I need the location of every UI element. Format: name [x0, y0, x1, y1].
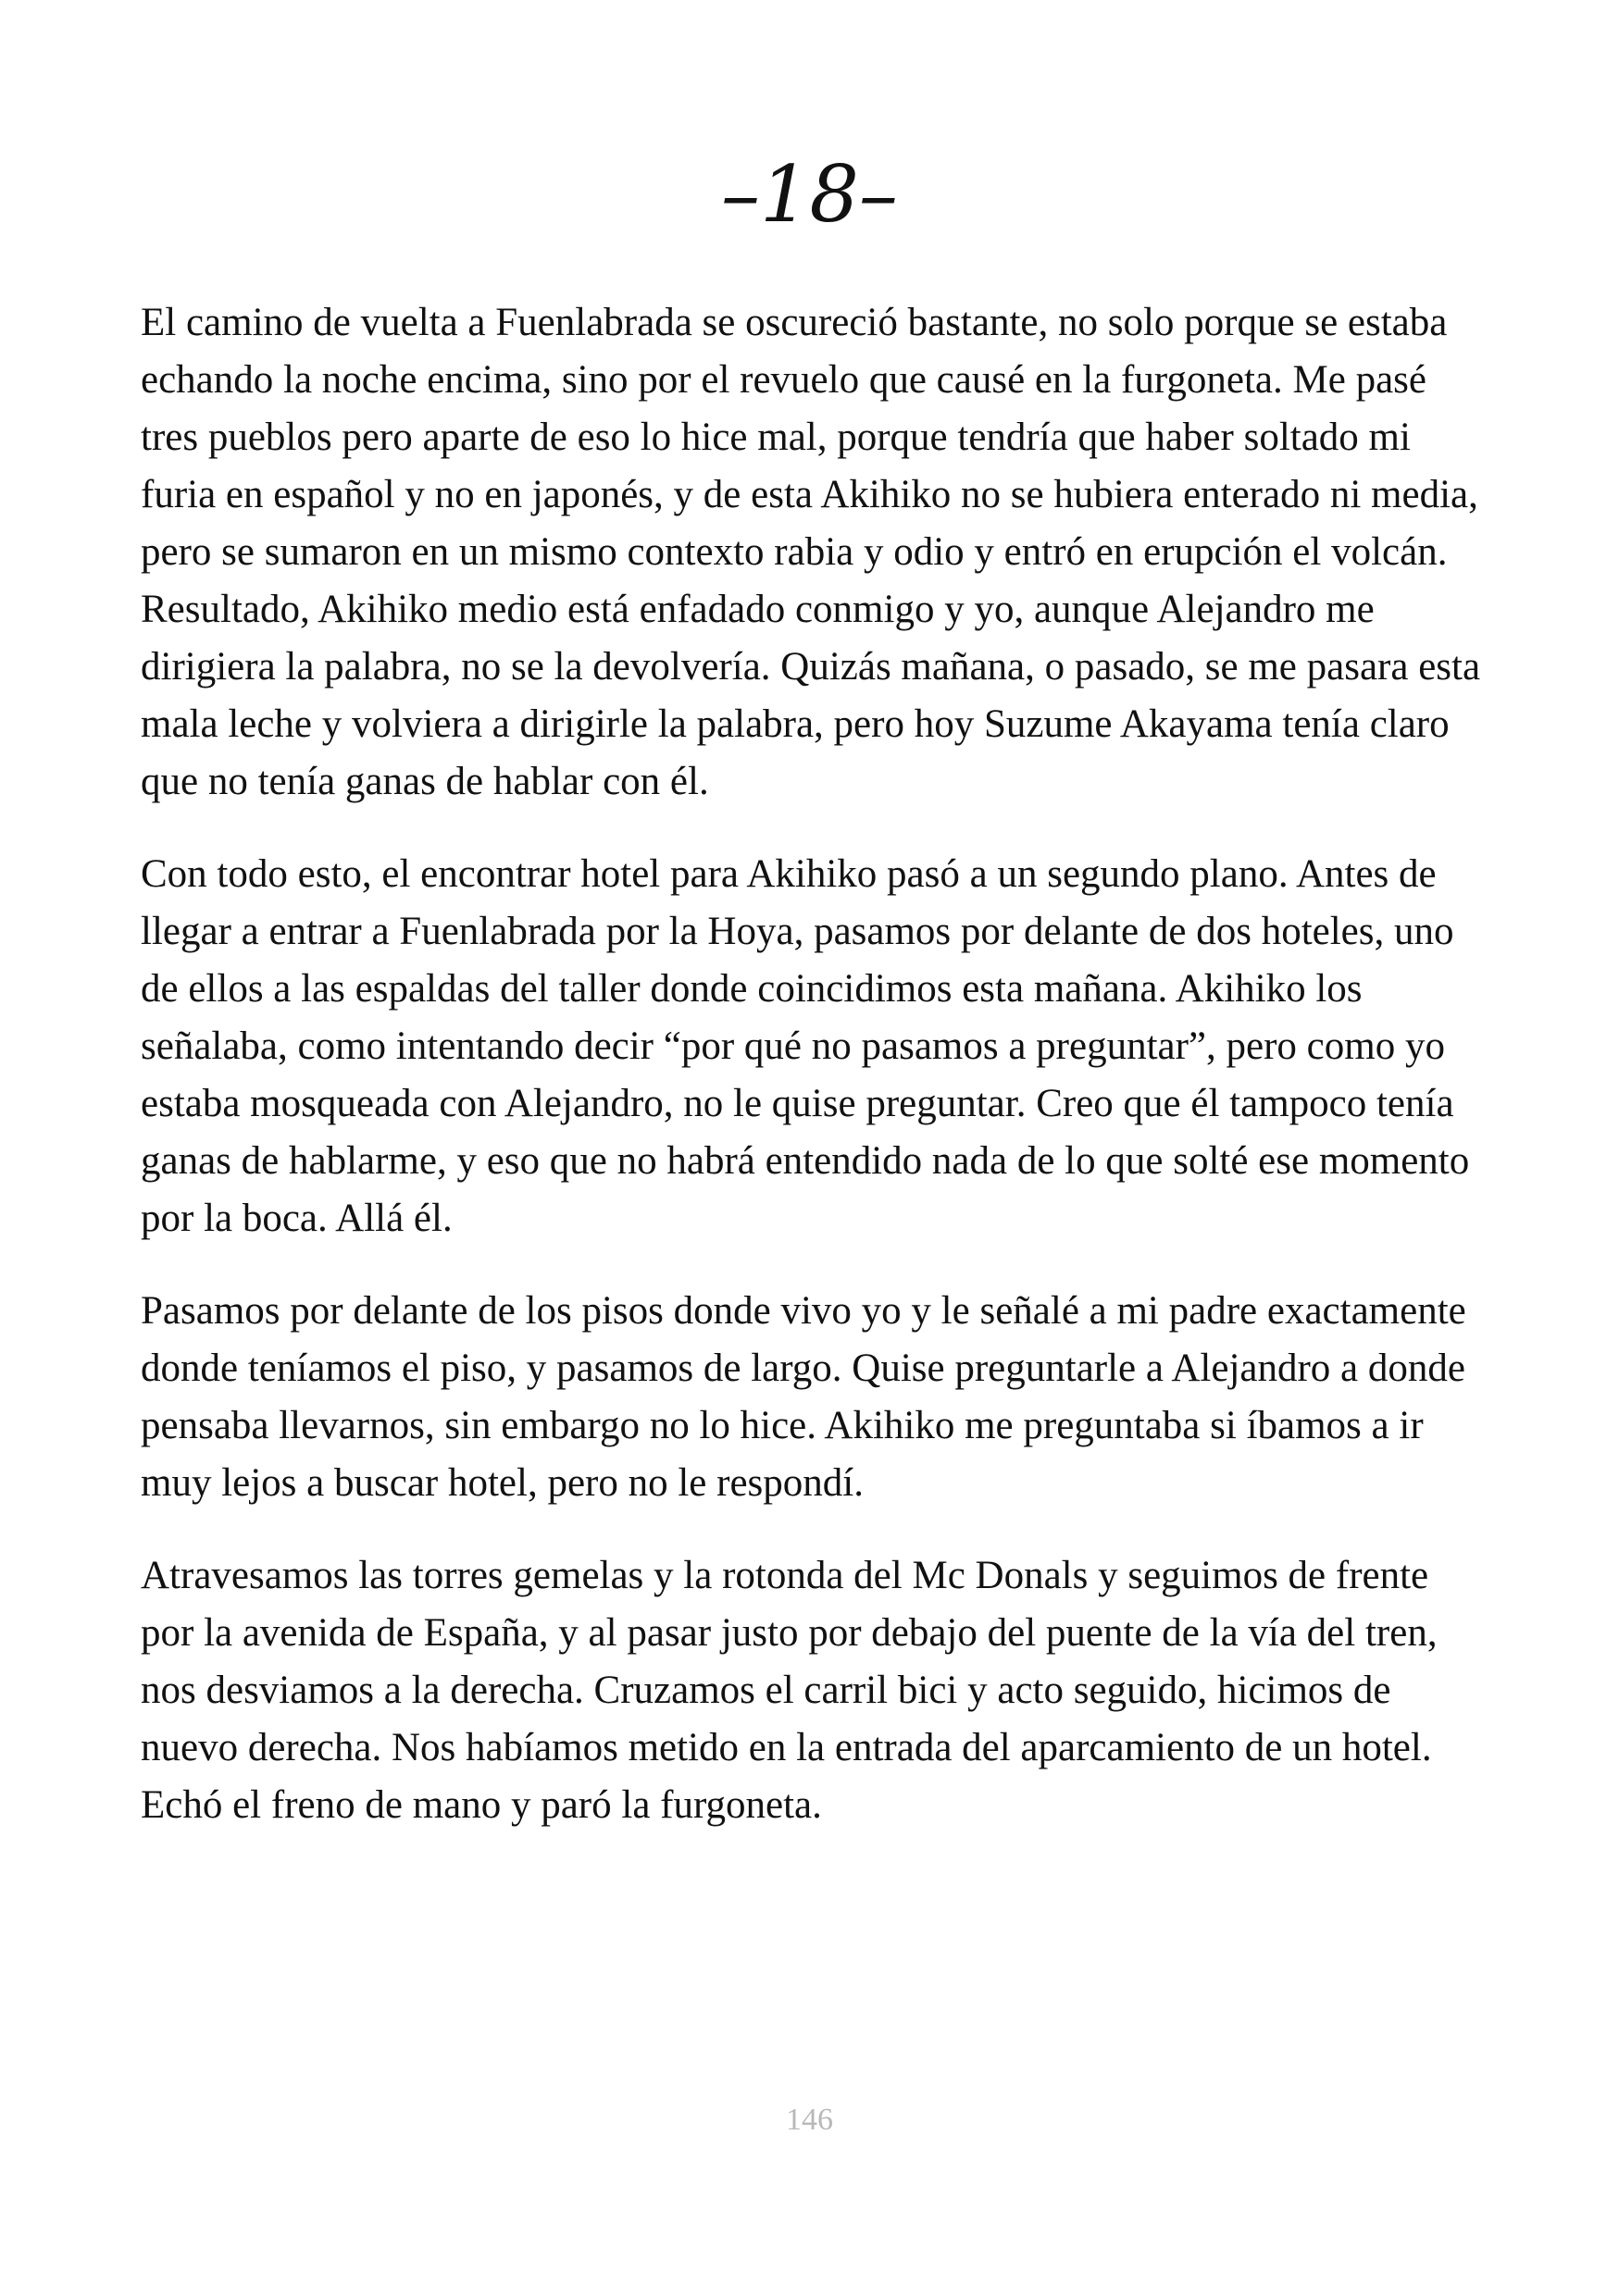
page-number: 146 — [786, 2103, 833, 2137]
paragraph: Con todo esto, el encontrar hotel para Akihiko pasó a un segundo plano. Antes de llegar a entrar a Fuenlabrada por la Hoya, pasamos por delante de dos hoteles, uno de ellos a las espaldas del taller donde coincidimos esta mañana. Akihiko los señalaba, como intentando decir “por qué no pasamos a preguntar”, pero como yo estaba mosqueada con Alejandro, no le quise preguntar. Creo que él tampoco tenía ganas de hablarme, y eso que no habrá entendido nada de lo que solté ese momento por la boca. Allá él. — [141, 852, 1470, 1240]
chapter-body — [141, 294, 1483, 1869]
paragraph: Atravesamos las torres gemelas y la rotonda del Mc Donals y seguimos de frente por la avenida de España, y al pasar justo por debajo del puente de la vía del tren, nos desviamos a la derecha. Cruzamos el carril bici y acto seguido, hicimos de nuevo derecha. Nos habíamos metido en la entrada del aparcamiento de un hotel. Echó el freno de mano y paró la furgoneta. — [141, 1554, 1438, 1827]
paragraph: Pasamos por delante de los pisos donde vivo yo y le señalé a mi padre exactamente donde teníamos el piso, y pasamos de largo. Quise preguntarle a Alejandro a donde pensaba llevarnos, sin embargo no lo hice. Akihiko me preguntaba si íbamos a ir muy lejos a buscar hotel, pero no le respondí. — [141, 1289, 1466, 1505]
chapter-title: –18– — [721, 149, 898, 240]
paragraph: El camino de vuelta a Fuenlabrada se oscureció bastante, no solo porque se estaba echando la noche encima, sino por el revuelo que causé en la furgoneta. Me pasé tres pueblos pero aparte de eso lo hice mal, porque tendría que haber soltado mi furia en español y no en japonés, y de esta Akihiko no se hubiera enterado ni media, pero se sumaron en un mismo contexto rabia y odio y entró en erupción el volcán. Resultado, Akihiko medio está enfadado conmigo y yo, aunque Alejandro me dirigiera la palabra, no se la devolvería. Quizás mañana, o pasado, se me pasara esta mala leche y volviera a dirigirle la palabra, pero hoy Suzume Akayama tenía claro que no tenía ganas de hablar con él. — [141, 301, 1481, 803]
